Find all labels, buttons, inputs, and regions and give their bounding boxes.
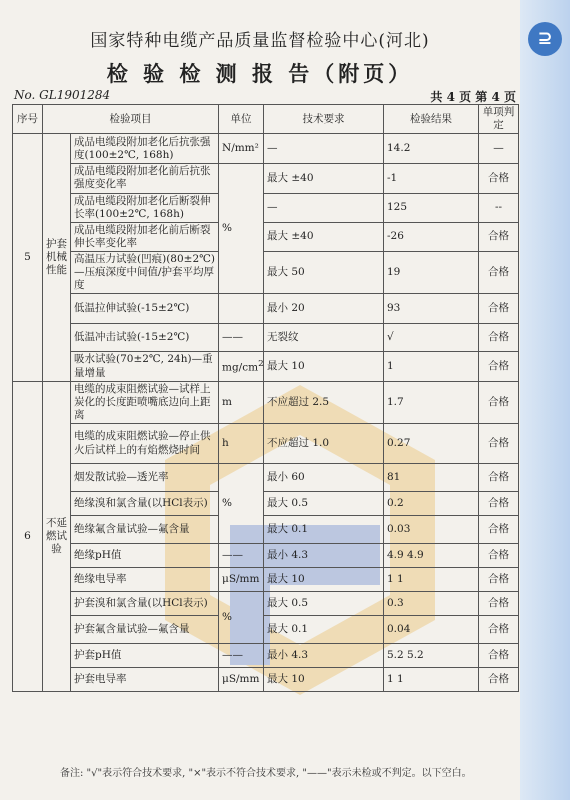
item-unit: ——: [219, 324, 264, 352]
item-name: 绝缘氟含量试验—氟含量: [71, 516, 219, 544]
item-name: 护套电导率: [71, 668, 219, 692]
table-row: [13, 544, 519, 568]
item-result: 14.2: [384, 134, 479, 164]
table-row: [13, 222, 519, 251]
item-name: 电缆的成束阻燃试验—试样上炭化的长度距喷嘴底边向上距离: [71, 381, 219, 423]
table-row: [13, 193, 519, 222]
item-verdict: 合格: [479, 252, 519, 294]
item-name: 绝缘pH值: [71, 544, 219, 568]
table-row: [13, 516, 519, 544]
results-table: [12, 104, 519, 692]
table-row: [13, 464, 519, 492]
item-verdict: 合格: [479, 516, 519, 544]
item-unit: h: [219, 424, 264, 464]
item-requirement: 最大 0.1: [264, 616, 384, 644]
item-requirement: 不应超过 2.5: [264, 381, 384, 423]
report-number: No. GL1901284: [14, 88, 111, 102]
item-unit: %: [219, 164, 264, 294]
item-requirement: 最大 0.5: [264, 492, 384, 516]
table-row: [13, 294, 519, 324]
item-result: 125: [384, 193, 479, 222]
item-verdict: 合格: [479, 294, 519, 324]
item-requirement: 最大 10: [264, 352, 384, 381]
item-name: 吸水试验(70±2℃, 24h)—重量增量: [71, 352, 219, 381]
item-verdict: 合格: [479, 381, 519, 423]
item-name: 绝缘溴和氯含量(以HCl表示): [71, 492, 219, 516]
item-result: 1 1: [384, 568, 479, 592]
item-result: 0.2: [384, 492, 479, 516]
item-requirement: —: [264, 134, 384, 164]
item-result: -26: [384, 222, 479, 251]
item-result: 93: [384, 294, 479, 324]
item-requirement: 最大 50: [264, 252, 384, 294]
item-verdict: 合格: [479, 424, 519, 464]
item-result: √: [384, 324, 479, 352]
item-name: 护套溴和氯含量(以HCl表示): [71, 592, 219, 616]
item-requirement: 最大 ±40: [264, 164, 384, 193]
table-row: [13, 352, 519, 381]
item-requirement: 不应超过 1.0: [264, 424, 384, 464]
item-unit: μS/mm: [219, 568, 264, 592]
item-verdict: —: [479, 134, 519, 164]
item-name: 成品电缆段附加老化后抗张强度(100±2℃, 168h): [71, 134, 219, 164]
item-unit: [219, 294, 264, 324]
col-unit: 单位: [219, 105, 264, 134]
group-category: 不延燃试验: [43, 381, 71, 691]
item-name: 低温拉伸试验(-15±2℃): [71, 294, 219, 324]
item-name: 护套氟含量试验—氟含量: [71, 616, 219, 644]
logo-icon: ⊇: [528, 22, 562, 56]
table-row: [13, 492, 519, 516]
item-result: 0.03: [384, 516, 479, 544]
item-result: 0.04: [384, 616, 479, 644]
item-result: 1.7: [384, 381, 479, 423]
item-result: -1: [384, 164, 479, 193]
item-verdict: 合格: [479, 544, 519, 568]
item-verdict: 合格: [479, 324, 519, 352]
group-category: 护套机械性能: [43, 134, 71, 381]
table-row: [13, 164, 519, 193]
item-requirement: 最小 60: [264, 464, 384, 492]
item-unit: μS/mm: [219, 668, 264, 692]
item-requirement: 最大 10: [264, 668, 384, 692]
item-result: 5.2 5.2: [384, 644, 479, 668]
table-row: [13, 568, 519, 592]
table-row: [13, 424, 519, 464]
group-number: 6: [13, 381, 43, 691]
item-requirement: 最大 0.1: [264, 516, 384, 544]
item-requirement: 最小 20: [264, 294, 384, 324]
item-unit: N/mm²: [219, 134, 264, 164]
table-row: [13, 644, 519, 668]
item-verdict: 合格: [479, 592, 519, 616]
item-verdict: 合格: [479, 222, 519, 251]
footnote: 备注: "√"表示符合技术要求, "×"表示不符合技术要求, "——"表示未检或不判定。以下空白。: [60, 768, 472, 779]
group-number: 5: [13, 134, 43, 381]
item-result: 1: [384, 352, 479, 381]
item-verdict: 合格: [479, 568, 519, 592]
table-row: [13, 134, 519, 164]
item-verdict: 合格: [479, 644, 519, 668]
item-unit: %: [219, 464, 264, 544]
table-row: [13, 668, 519, 692]
item-name: 成品电缆段附加老化前后抗张强度变化率: [71, 164, 219, 193]
table-row: [13, 592, 519, 616]
item-result: 81: [384, 464, 479, 492]
item-verdict: 合格: [479, 668, 519, 692]
col-item: 检验项目: [43, 105, 219, 134]
item-result: 0.3: [384, 592, 479, 616]
col-verdict: 单项判定: [479, 105, 519, 134]
table-row: [13, 324, 519, 352]
institution-name: 国家特种电缆产品质量监督检验中心(河北): [90, 31, 430, 51]
item-name: 成品电缆段附加老化前后断裂伸长率变化率: [71, 222, 219, 251]
item-requirement: 最大 0.5: [264, 592, 384, 616]
page-indicator: 共 4 页 第 4 页: [430, 90, 516, 104]
item-requirement: —: [264, 193, 384, 222]
item-requirement: 无裂纹: [264, 324, 384, 352]
item-verdict: 合格: [479, 352, 519, 381]
col-result: 检验结果: [384, 105, 479, 134]
item-name: 高温压力试验(凹痕)(80±2℃)—压痕深度中间值/护套平均厚度: [71, 252, 219, 294]
col-requirement: 技术要求: [264, 105, 384, 134]
item-requirement: 最大 10: [264, 568, 384, 592]
item-result: 1 1: [384, 668, 479, 692]
item-verdict: --: [479, 193, 519, 222]
item-unit: ——: [219, 544, 264, 568]
table-row: [13, 252, 519, 294]
report-title: 检 验 检 测 报 告（附页）: [106, 61, 414, 86]
item-name: 烟发散试验—透光率: [71, 464, 219, 492]
table-row: [13, 616, 519, 644]
item-name: 电缆的成束阻燃试验—停止供火后试样上的有焰燃烧时间: [71, 424, 219, 464]
item-verdict: 合格: [479, 164, 519, 193]
item-unit: $mg/cm^2$: [219, 352, 264, 381]
item-name: 低温冲击试验(-15±2℃): [71, 324, 219, 352]
item-unit: %: [219, 592, 264, 644]
item-requirement: 最小 4.3: [264, 644, 384, 668]
item-verdict: 合格: [479, 464, 519, 492]
item-requirement: 最大 ±40: [264, 222, 384, 251]
table-row: [13, 381, 519, 423]
item-verdict: 合格: [479, 492, 519, 516]
item-name: 绝缘电导率: [71, 568, 219, 592]
item-result: 4.9 4.9: [384, 544, 479, 568]
item-verdict: 合格: [479, 616, 519, 644]
item-unit: ——: [219, 644, 264, 668]
item-name: 护套pH值: [71, 644, 219, 668]
item-result: 0.27: [384, 424, 479, 464]
item-requirement: 最小 4.3: [264, 544, 384, 568]
item-result: 19: [384, 252, 479, 294]
item-unit: m: [219, 381, 264, 423]
table-header-row: [13, 105, 519, 134]
col-no: 序号: [13, 105, 43, 134]
item-name: 成品电缆段附加老化后断裂伸长率(100±2℃, 168h): [71, 193, 219, 222]
side-stripe: [520, 0, 570, 800]
